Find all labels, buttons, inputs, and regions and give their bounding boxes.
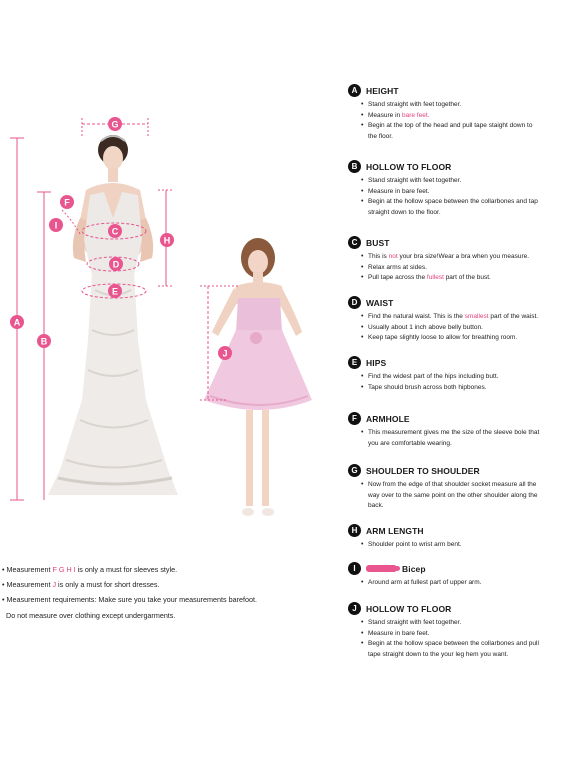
step-bullet: tape straight down to the your leg hem you want. [368, 651, 509, 659]
step-bullet: straight down to the floor. [368, 209, 441, 217]
step-bullet: you are comfortable wearing. [368, 439, 452, 447]
step-bullet: • Find the widest part of the hips including butt. [348, 372, 563, 383]
step-b [348, 159, 563, 219]
svg-text:C: C [111, 226, 119, 237]
step-title: HIPS [366, 357, 387, 368]
step-bullet: • Measure in bare feet. [348, 111, 563, 122]
step-bullet: • Stand straight with feet together. [348, 618, 563, 629]
step-c [348, 235, 563, 284]
step-bullet: back. [368, 502, 384, 510]
bicep-marker-icon [366, 565, 397, 572]
step-bullet: • Find the natural waist. This is the smallest part of the waist. [348, 312, 563, 323]
step-letter-badge: D [348, 296, 361, 309]
step-letter-badge: F [348, 412, 361, 425]
step-bullet: • Begin at the hollow space between the collarbones and tap [348, 197, 563, 208]
svg-text:E: E [111, 286, 119, 297]
measurement-notes [2, 562, 302, 623]
svg-text:H: H [163, 235, 171, 246]
step-a [348, 83, 563, 143]
girl-figure [204, 238, 312, 516]
step-bullets [348, 176, 563, 219]
step-title: ARMHOLE [366, 413, 410, 424]
step-bullet: • Measure in bare feet. [348, 187, 563, 198]
step-header [348, 235, 563, 250]
step-bullet: • Pull tape across the fullest part of the bust. [348, 273, 563, 284]
step-title: Bicep [402, 563, 426, 574]
step-bullets [348, 480, 563, 512]
step-bullets [348, 618, 563, 661]
step-header [348, 411, 563, 426]
step-header [348, 523, 563, 538]
step-bullets [348, 428, 563, 449]
marker-g [108, 117, 122, 131]
step-letter-badge: A [348, 84, 361, 97]
step-bullets [348, 540, 563, 551]
step-bullets [348, 372, 563, 393]
step-letter-badge: G [348, 464, 361, 477]
step-bullets [348, 312, 563, 344]
step-bullets [348, 578, 563, 589]
step-letter-badge: B [348, 160, 361, 173]
svg-text:G: G [111, 119, 119, 130]
step-letter-badge: C [348, 236, 361, 249]
marker-c [108, 224, 122, 238]
svg-text:D: D [112, 259, 120, 270]
step-header [348, 159, 563, 174]
step-bullet: • Usually about 1 inch above belly button. [348, 323, 563, 334]
bride-figure [48, 135, 178, 495]
step-bullets [348, 100, 563, 143]
step-title: HEIGHT [366, 85, 399, 96]
step-d [348, 295, 563, 344]
step-title: SHOULDER TO SHOULDER [366, 465, 480, 476]
step-bullet: • Begin at the top of the head and pull tape staight down to [348, 121, 563, 132]
note-requirements: • Measurement requirements: Make sure you take your measurements barefoot. [2, 595, 257, 605]
step-letter-badge: E [348, 356, 361, 369]
step-bullets [348, 252, 563, 284]
marker-d [109, 257, 123, 271]
svg-text:F: F [64, 197, 70, 208]
step-title: WAIST [366, 297, 394, 308]
marker-h [160, 233, 174, 247]
step-g [348, 463, 563, 512]
step-bullet: • Stand straight with feet together. [348, 100, 563, 111]
step-j [348, 601, 563, 661]
step-bullet: the floor. [368, 133, 393, 141]
step-bullet: • This measurement gives me the size of the sleeve bole that [348, 428, 563, 439]
step-bullet: • Around arm at fullest part of upper arm. [348, 578, 563, 589]
marker-b [37, 334, 51, 348]
step-title: BUST [366, 237, 390, 248]
svg-text:B: B [40, 336, 48, 347]
marker-j [218, 346, 232, 360]
svg-text:I: I [54, 220, 58, 231]
step-bullet: • Relax arms at sides. [348, 263, 563, 274]
step-header [348, 355, 563, 370]
note-sleeves: • Measurement F G H I is only a must for sleeves style. [2, 565, 178, 574]
step-bullet: • Tape should brush across both hipbones. [348, 383, 563, 394]
step-title: HOLLOW TO FLOOR [366, 161, 452, 172]
marker-i [49, 218, 63, 232]
step-bullet: • Begin at the hollow space between the collarbones and pull [348, 639, 563, 650]
note-short-dresses: • Measurement J is only a must for short dresses. [2, 580, 160, 590]
svg-text:A: A [13, 317, 21, 328]
step-bullet: • This is not your bra size!Wear a bra when you measure. [348, 252, 563, 263]
step-i [348, 561, 563, 589]
svg-text:J: J [222, 348, 228, 359]
step-bullet: way over to the same point on the other shoulder along the [368, 491, 538, 499]
measurement-illustration [0, 100, 330, 540]
step-h [348, 523, 563, 551]
marker-a [10, 315, 24, 329]
step-header [348, 601, 563, 616]
marker-f [60, 195, 74, 209]
step-e [348, 355, 563, 393]
step-bullet: • Stand straight with feet together. [348, 176, 563, 187]
note-undergarments: Do not measure over clothing except undergarments. [6, 610, 176, 620]
step-title: HOLLOW TO FLOOR [366, 603, 452, 614]
step-letter-badge: H [348, 524, 361, 537]
step-header [348, 83, 563, 98]
step-header [348, 463, 563, 478]
step-bullet: • Now from the edge of that shoulder socket measure all the [348, 480, 563, 491]
step-title: ARM LENGTH [366, 525, 424, 536]
step-header [348, 561, 563, 576]
step-header [348, 295, 563, 310]
step-bullet: • Shoulder point to wrist arm bent. [348, 540, 563, 551]
step-letter-badge: I [348, 562, 361, 575]
step-f [348, 411, 563, 449]
step-bullet: • Measure in bare feet. [348, 629, 563, 640]
dress-measurement-diagram [0, 100, 330, 540]
step-letter-badge: J [348, 602, 361, 615]
marker-e [108, 284, 122, 298]
step-bullet: • Keep tape slightly loose to allow for breathing room. [348, 333, 563, 344]
